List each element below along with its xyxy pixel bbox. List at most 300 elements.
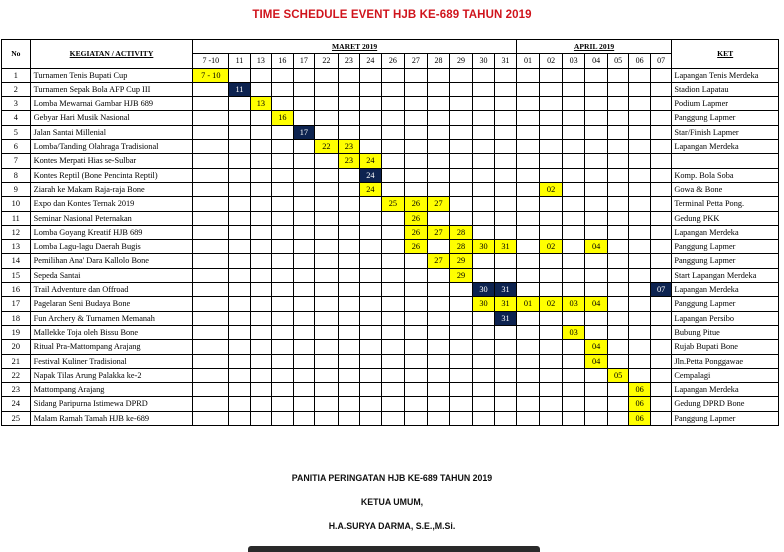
schedule-cell xyxy=(360,197,381,211)
schedule-cell xyxy=(472,368,495,382)
schedule-cell xyxy=(540,268,563,282)
schedule-cell xyxy=(450,197,473,211)
schedule-cell xyxy=(250,325,271,339)
schedule-cell xyxy=(650,383,672,397)
schedule-cell xyxy=(381,411,405,425)
schedule-cell xyxy=(585,225,608,239)
schedule-cell xyxy=(495,182,517,196)
schedule-mark: 04 xyxy=(585,297,608,311)
schedule-cell xyxy=(360,97,381,111)
row-number: 22 xyxy=(2,368,31,382)
schedule-cell xyxy=(585,311,608,325)
row-number: 23 xyxy=(2,383,31,397)
schedule-mark: 02 xyxy=(540,182,563,196)
schedule-cell xyxy=(516,82,540,96)
schedule-cell xyxy=(585,197,608,211)
schedule-cell xyxy=(607,211,628,225)
schedule-cell xyxy=(427,368,450,382)
activity-name: Festival Kuliner Tradisional xyxy=(30,354,193,368)
schedule-cell xyxy=(516,283,540,297)
schedule-cell xyxy=(607,82,628,96)
schedule-cell xyxy=(427,340,450,354)
schedule-cell xyxy=(381,82,405,96)
schedule-cell xyxy=(629,311,650,325)
schedule-cell xyxy=(427,354,450,368)
schedule-cell xyxy=(540,397,563,411)
schedule-cell xyxy=(516,197,540,211)
table-row xyxy=(2,325,779,339)
schedule-cell xyxy=(272,283,293,297)
schedule-cell xyxy=(450,283,473,297)
table-row xyxy=(2,268,779,282)
schedule-cell xyxy=(540,82,563,96)
scroll-handle[interactable] xyxy=(248,546,540,552)
schedule-cell xyxy=(495,325,517,339)
schedule-cell xyxy=(229,397,250,411)
activity-name: Fun Archery & Turnamen Memanah xyxy=(30,311,193,325)
schedule-cell xyxy=(450,340,473,354)
activity-name: Mattompang Arajang xyxy=(30,383,193,397)
schedule-cell xyxy=(293,225,314,239)
location: Stadion Lapatau xyxy=(672,82,779,96)
table-row xyxy=(2,397,779,411)
schedule-cell xyxy=(272,354,293,368)
table-row xyxy=(2,97,779,111)
schedule-cell xyxy=(272,325,293,339)
schedule-cell xyxy=(315,354,339,368)
day-header-march: 16 xyxy=(272,54,293,68)
schedule-cell xyxy=(338,383,359,397)
activity-name: Lomba/Tanding Olahraga Tradisional xyxy=(30,140,193,154)
schedule-cell xyxy=(315,82,339,96)
schedule-cell xyxy=(293,140,314,154)
schedule-cell xyxy=(405,297,428,311)
day-header-march: 13 xyxy=(250,54,271,68)
schedule-cell xyxy=(315,182,339,196)
row-number: 7 xyxy=(2,154,31,168)
schedule-cell xyxy=(495,211,517,225)
activity-name: Gebyar Hari Musik Nasional xyxy=(30,111,193,125)
schedule-cell xyxy=(193,225,229,239)
schedule-cell xyxy=(585,68,608,82)
schedule-cell xyxy=(607,411,628,425)
schedule-cell xyxy=(607,154,628,168)
schedule-mark: 23 xyxy=(338,140,359,154)
schedule-cell xyxy=(338,368,359,382)
schedule-cell xyxy=(650,325,672,339)
schedule-cell xyxy=(272,97,293,111)
schedule-cell xyxy=(562,268,585,282)
schedule-cell xyxy=(381,97,405,111)
schedule-cell xyxy=(472,340,495,354)
schedule-cell xyxy=(516,383,540,397)
activity-name: Malam Ramah Tamah HJB ke-689 xyxy=(30,411,193,425)
schedule-cell xyxy=(516,211,540,225)
activity-name: Expo dan Kontes Ternak 2019 xyxy=(30,197,193,211)
schedule-cell xyxy=(516,340,540,354)
schedule-cell xyxy=(315,240,339,254)
schedule-cell xyxy=(193,97,229,111)
schedule-cell xyxy=(293,197,314,211)
table-row xyxy=(2,225,779,239)
schedule-cell xyxy=(516,225,540,239)
schedule-cell xyxy=(472,197,495,211)
schedule-cell xyxy=(250,340,271,354)
schedule-cell xyxy=(315,97,339,111)
schedule-cell xyxy=(272,411,293,425)
location: Bubung Pitue xyxy=(672,325,779,339)
schedule-cell xyxy=(540,211,563,225)
schedule-cell xyxy=(450,325,473,339)
schedule-cell xyxy=(427,168,450,182)
schedule-cell xyxy=(272,397,293,411)
schedule-mark: 25 xyxy=(381,197,405,211)
schedule-cell xyxy=(607,268,628,282)
schedule-cell xyxy=(540,311,563,325)
schedule-cell xyxy=(229,325,250,339)
schedule-cell xyxy=(250,368,271,382)
row-number: 10 xyxy=(2,197,31,211)
schedule-cell xyxy=(193,240,229,254)
schedule-cell xyxy=(315,125,339,139)
schedule-cell xyxy=(650,340,672,354)
schedule-cell xyxy=(193,411,229,425)
schedule-cell xyxy=(360,111,381,125)
schedule-cell xyxy=(338,283,359,297)
day-header-april: 07 xyxy=(650,54,672,68)
schedule-mark: 06 xyxy=(629,397,650,411)
row-number: 19 xyxy=(2,325,31,339)
schedule-cell xyxy=(450,154,473,168)
schedule-cell xyxy=(250,111,271,125)
schedule-cell xyxy=(516,268,540,282)
schedule-cell xyxy=(540,97,563,111)
schedule-cell xyxy=(381,154,405,168)
schedule-cell xyxy=(193,397,229,411)
schedule-cell xyxy=(472,182,495,196)
schedule-cell xyxy=(293,383,314,397)
schedule-cell xyxy=(427,211,450,225)
schedule-cell xyxy=(516,154,540,168)
schedule-cell xyxy=(272,225,293,239)
schedule-mark: 02 xyxy=(540,297,563,311)
schedule-cell xyxy=(450,97,473,111)
schedule-cell xyxy=(229,354,250,368)
schedule-cell xyxy=(315,268,339,282)
row-number: 13 xyxy=(2,240,31,254)
day-header-march: 26 xyxy=(381,54,405,68)
schedule-cell xyxy=(360,225,381,239)
schedule-cell xyxy=(360,340,381,354)
schedule-cell xyxy=(272,297,293,311)
schedule-cell xyxy=(472,168,495,182)
schedule-cell xyxy=(629,254,650,268)
schedule-cell xyxy=(472,325,495,339)
row-number: 1 xyxy=(2,68,31,82)
schedule-cell xyxy=(272,211,293,225)
schedule-cell xyxy=(360,140,381,154)
schedule-cell xyxy=(427,182,450,196)
schedule-cell xyxy=(495,254,517,268)
schedule-cell xyxy=(338,297,359,311)
schedule-cell xyxy=(450,311,473,325)
schedule-cell xyxy=(360,368,381,382)
schedule-cell xyxy=(629,268,650,282)
schedule-cell xyxy=(293,340,314,354)
schedule-cell xyxy=(450,397,473,411)
schedule-cell xyxy=(540,168,563,182)
schedule-cell xyxy=(495,154,517,168)
schedule-cell xyxy=(650,82,672,96)
location: Podium Lapmer xyxy=(672,97,779,111)
schedule-cell xyxy=(250,411,271,425)
schedule-cell xyxy=(472,268,495,282)
schedule-mark: 04 xyxy=(585,240,608,254)
schedule-cell xyxy=(338,197,359,211)
schedule-cell xyxy=(562,283,585,297)
schedule-cell xyxy=(229,97,250,111)
schedule-cell xyxy=(338,182,359,196)
schedule-cell xyxy=(360,68,381,82)
schedule-cell xyxy=(229,125,250,139)
day-header-march: 11 xyxy=(229,54,250,68)
header-ket: KET xyxy=(672,40,779,69)
activity-name: Trail Adventure dan Offroad xyxy=(30,283,193,297)
schedule-cell xyxy=(495,368,517,382)
schedule-cell xyxy=(338,311,359,325)
schedule-cell xyxy=(338,411,359,425)
schedule-cell xyxy=(540,254,563,268)
location: Panggung Lapmer xyxy=(672,297,779,311)
schedule-cell xyxy=(495,397,517,411)
schedule-cell xyxy=(229,225,250,239)
schedule-cell xyxy=(540,383,563,397)
schedule-cell xyxy=(540,411,563,425)
schedule-cell xyxy=(272,140,293,154)
schedule-cell xyxy=(562,140,585,154)
location: Lapangan Merdeka xyxy=(672,283,779,297)
schedule-cell xyxy=(381,383,405,397)
day-header-april: 06 xyxy=(629,54,650,68)
table-row xyxy=(2,240,779,254)
schedule-cell xyxy=(338,68,359,82)
schedule-cell xyxy=(338,354,359,368)
schedule-cell xyxy=(427,411,450,425)
day-header-march: 17 xyxy=(293,54,314,68)
schedule-cell xyxy=(495,197,517,211)
schedule-cell xyxy=(427,111,450,125)
schedule-cell xyxy=(540,197,563,211)
schedule-cell xyxy=(293,368,314,382)
location: Panggung Lapmer xyxy=(672,240,779,254)
schedule-cell xyxy=(629,283,650,297)
schedule-cell xyxy=(250,225,271,239)
schedule-cell xyxy=(629,354,650,368)
schedule-cell xyxy=(450,297,473,311)
activity-name: Lomba Lagu-lagu Daerah Bugis xyxy=(30,240,193,254)
schedule-mark: 27 xyxy=(427,254,450,268)
schedule-cell xyxy=(250,268,271,282)
schedule-cell xyxy=(315,297,339,311)
schedule-cell xyxy=(516,140,540,154)
schedule-cell xyxy=(562,411,585,425)
schedule-mark: 03 xyxy=(562,297,585,311)
table-row xyxy=(2,297,779,311)
schedule-cell xyxy=(650,268,672,282)
schedule-cell xyxy=(360,125,381,139)
schedule-cell xyxy=(381,325,405,339)
schedule-cell xyxy=(650,197,672,211)
schedule-cell xyxy=(229,140,250,154)
schedule-cell xyxy=(427,311,450,325)
schedule-cell xyxy=(562,125,585,139)
location: Star/Finish Lapmer xyxy=(672,125,779,139)
schedule-cell xyxy=(250,254,271,268)
day-header-march: 28 xyxy=(427,54,450,68)
schedule-cell xyxy=(650,168,672,182)
page-title: TIME SCHEDULE EVENT HJB KE-689 TAHUN 2019 xyxy=(252,9,532,21)
schedule-cell xyxy=(229,211,250,225)
schedule-cell xyxy=(229,297,250,311)
row-number: 3 xyxy=(2,97,31,111)
schedule-cell xyxy=(293,268,314,282)
schedule-cell xyxy=(338,97,359,111)
schedule-mark: 26 xyxy=(405,197,428,211)
schedule-cell xyxy=(540,225,563,239)
schedule-mark: 31 xyxy=(495,311,517,325)
schedule-cell xyxy=(585,82,608,96)
schedule-cell xyxy=(193,140,229,154)
schedule-cell xyxy=(250,311,271,325)
schedule-cell xyxy=(315,211,339,225)
schedule-cell xyxy=(360,383,381,397)
schedule-cell xyxy=(650,111,672,125)
schedule-cell xyxy=(629,154,650,168)
schedule-mark: 7 - 10 xyxy=(193,68,229,82)
schedule-cell xyxy=(315,411,339,425)
schedule-cell xyxy=(650,368,672,382)
schedule-cell xyxy=(629,368,650,382)
schedule-cell xyxy=(315,340,339,354)
schedule-cell xyxy=(315,68,339,82)
schedule-cell xyxy=(360,311,381,325)
header-activity: KEGIATAN / ACTIVITY xyxy=(30,40,193,69)
schedule-cell xyxy=(472,111,495,125)
schedule-cell xyxy=(585,140,608,154)
schedule-cell xyxy=(381,297,405,311)
schedule-cell xyxy=(650,354,672,368)
schedule-mark: 30 xyxy=(472,297,495,311)
day-header-march: 24 xyxy=(360,54,381,68)
schedule-cell xyxy=(193,368,229,382)
schedule-cell xyxy=(585,397,608,411)
schedule-cell xyxy=(405,254,428,268)
day-header-march: 27 xyxy=(405,54,428,68)
location: Lapangan Merdeka xyxy=(672,225,779,239)
schedule-cell xyxy=(472,411,495,425)
schedule-mark: 26 xyxy=(405,240,428,254)
schedule-cell xyxy=(193,211,229,225)
schedule-cell xyxy=(338,125,359,139)
schedule-cell xyxy=(540,354,563,368)
schedule-cell xyxy=(540,368,563,382)
schedule-cell xyxy=(229,168,250,182)
schedule-cell xyxy=(250,140,271,154)
schedule-cell xyxy=(650,411,672,425)
schedule-cell xyxy=(360,240,381,254)
schedule-cell xyxy=(338,268,359,282)
schedule-cell xyxy=(405,354,428,368)
schedule-cell xyxy=(229,197,250,211)
schedule-mark: 28 xyxy=(450,240,473,254)
schedule-cell xyxy=(250,154,271,168)
schedule-cell xyxy=(293,325,314,339)
schedule-cell xyxy=(315,197,339,211)
location: Jln.Petta Ponggawae xyxy=(672,354,779,368)
schedule-cell xyxy=(427,97,450,111)
schedule-cell xyxy=(607,383,628,397)
row-number: 8 xyxy=(2,168,31,182)
schedule-cell xyxy=(562,211,585,225)
schedule-cell xyxy=(272,168,293,182)
schedule-cell xyxy=(250,283,271,297)
schedule-cell xyxy=(629,197,650,211)
activity-name: Lomba Mewarnai Gambar HJB 689 xyxy=(30,97,193,111)
schedule-cell xyxy=(405,383,428,397)
schedule-cell xyxy=(250,383,271,397)
location: Gowa & Bone xyxy=(672,182,779,196)
location: Lapangan Merdeka xyxy=(672,383,779,397)
schedule-cell xyxy=(607,225,628,239)
schedule-cell xyxy=(607,240,628,254)
schedule-cell xyxy=(607,140,628,154)
schedule-cell xyxy=(650,182,672,196)
schedule-cell xyxy=(540,340,563,354)
schedule-cell xyxy=(193,383,229,397)
activity-name: Turnamen Sepak Bola AFP Cup III xyxy=(30,82,193,96)
schedule-cell xyxy=(629,211,650,225)
schedule-cell xyxy=(427,268,450,282)
schedule-mark: 23 xyxy=(338,154,359,168)
row-number: 24 xyxy=(2,397,31,411)
schedule-mark: 22 xyxy=(315,140,339,154)
schedule-cell xyxy=(293,82,314,96)
schedule-cell xyxy=(450,182,473,196)
schedule-cell xyxy=(495,111,517,125)
schedule-cell xyxy=(250,68,271,82)
schedule-mark: 04 xyxy=(585,354,608,368)
schedule-cell xyxy=(562,68,585,82)
schedule-cell xyxy=(495,168,517,182)
schedule-cell xyxy=(495,97,517,111)
schedule-cell xyxy=(562,182,585,196)
table-row xyxy=(2,154,779,168)
schedule-cell xyxy=(293,397,314,411)
schedule-cell xyxy=(381,125,405,139)
schedule-cell xyxy=(585,325,608,339)
schedule-cell xyxy=(293,111,314,125)
location: Panggung Lapmer xyxy=(672,111,779,125)
schedule-mark: 30 xyxy=(472,283,495,297)
location: Terminal Petta Pong. xyxy=(672,197,779,211)
schedule-cell xyxy=(450,383,473,397)
schedule-cell xyxy=(607,297,628,311)
row-number: 21 xyxy=(2,354,31,368)
schedule-cell xyxy=(585,168,608,182)
schedule-cell xyxy=(495,340,517,354)
schedule-cell xyxy=(650,140,672,154)
schedule-cell xyxy=(562,197,585,211)
